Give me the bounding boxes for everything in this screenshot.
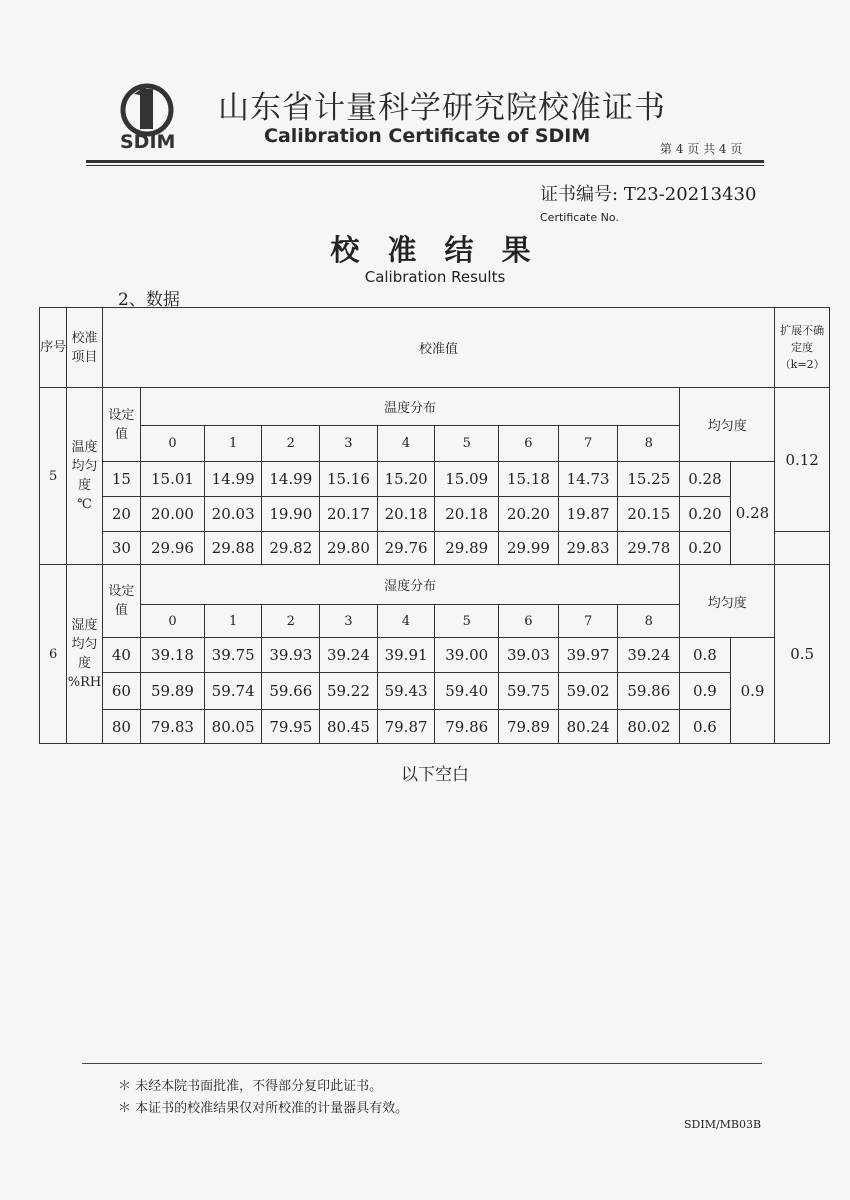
uniformity-cell: 0.20 <box>680 497 731 532</box>
value-cell: 59.66 <box>262 673 320 710</box>
value-cell: 20.18 <box>377 497 435 532</box>
header-uncertainty-label: 扩展不确定度 <box>780 324 825 354</box>
value-cell: 20.03 <box>204 497 262 532</box>
set-value-cell: 60 <box>102 673 140 710</box>
item-name: 温度均匀度 <box>71 440 98 493</box>
point-cell: 3 <box>320 605 378 638</box>
value-cell: 59.75 <box>499 673 559 710</box>
table-row <box>40 710 830 744</box>
value-cell: 79.89 <box>499 710 559 744</box>
uniformity-cell: 0.9 <box>680 673 731 710</box>
value-cell: 59.02 <box>558 673 618 710</box>
value-cell: 29.76 <box>377 532 435 565</box>
point-cell: 3 <box>320 426 378 462</box>
certificate-title-cn: 山东省计量科学研究院校准证书 <box>218 90 666 126</box>
set-value-header: 设定值 <box>102 388 140 462</box>
point-cell: 7 <box>558 426 618 462</box>
table-row <box>40 462 830 497</box>
distribution-header: 温度分布 <box>141 388 680 426</box>
uniformity-cell: 0.8 <box>680 638 731 673</box>
value-cell: 20.20 <box>499 497 559 532</box>
uniformity-header: 均匀度 <box>680 388 775 462</box>
value-cell: 39.91 <box>377 638 435 673</box>
certificate-title-en: Calibration Certificate of SDIM <box>264 125 591 147</box>
header-seq: 序号 <box>40 308 67 388</box>
value-cell: 19.87 <box>558 497 618 532</box>
value-cell: 29.83 <box>558 532 618 565</box>
value-cell: 80.24 <box>558 710 618 744</box>
set-value-cell: 80 <box>102 710 140 744</box>
uncertainty-cell: 0.12 <box>775 388 830 532</box>
value-cell: 79.95 <box>262 710 320 744</box>
table-header-row <box>40 308 830 388</box>
footer-note-1: ＊ 未经本院书面批准，不得部分复印此证书。 <box>118 1079 383 1094</box>
set-value-cell: 40 <box>102 638 140 673</box>
value-cell: 29.82 <box>262 532 320 565</box>
point-cell: 4 <box>377 605 435 638</box>
point-cell: 1 <box>204 426 262 462</box>
value-cell: 59.86 <box>618 673 680 710</box>
uniformity-cell: 0.6 <box>680 710 731 744</box>
value-cell: 59.22 <box>320 673 378 710</box>
value-cell: 20.00 <box>141 497 205 532</box>
value-cell: 39.00 <box>435 638 499 673</box>
point-cell: 8 <box>618 605 680 638</box>
value-cell: 15.09 <box>435 462 499 497</box>
value-cell: 29.96 <box>141 532 205 565</box>
point-cell: 2 <box>262 605 320 638</box>
point-cell: 2 <box>262 426 320 462</box>
header-uncertainty-k: （k=2） <box>779 358 825 371</box>
page-info: 第 4 页 共 4 页 <box>660 142 743 156</box>
value-cell: 59.43 <box>377 673 435 710</box>
uncertainty-cell: 0.5 <box>775 565 830 744</box>
value-cell: 39.03 <box>499 638 559 673</box>
header-rule-thick <box>86 160 764 163</box>
point-cell: 7 <box>558 605 618 638</box>
value-cell: 29.80 <box>320 532 378 565</box>
uniformity-cell: 0.28 <box>680 462 731 497</box>
set-value-cell: 15 <box>102 462 140 497</box>
point-cell: 6 <box>499 605 559 638</box>
value-cell: 39.18 <box>141 638 205 673</box>
uniformity-header: 均匀度 <box>680 565 775 638</box>
header-item: 校准项目 <box>67 308 102 388</box>
value-cell: 79.87 <box>377 710 435 744</box>
item-cell <box>67 565 102 744</box>
certificate-number <box>540 180 756 206</box>
value-cell: 39.24 <box>618 638 680 673</box>
value-cell: 14.99 <box>262 462 320 497</box>
value-cell: 15.18 <box>499 462 559 497</box>
overall-uniformity-cell: 0.9 <box>730 638 775 744</box>
value-cell: 15.20 <box>377 462 435 497</box>
value-cell: 39.75 <box>204 638 262 673</box>
certificate-number-value: T23-20213430 <box>623 184 757 205</box>
set-value-header: 设定值 <box>102 565 140 638</box>
point-cell: 5 <box>435 605 499 638</box>
sdim-logo <box>112 80 192 152</box>
point-cell: 5 <box>435 426 499 462</box>
value-cell: 39.24 <box>320 638 378 673</box>
calibration-table <box>39 307 830 744</box>
set-value-cell: 30 <box>102 532 140 565</box>
value-cell: 14.73 <box>558 462 618 497</box>
value-cell: 39.93 <box>262 638 320 673</box>
point-cell: 8 <box>618 426 680 462</box>
empty-cell <box>775 532 830 565</box>
uniformity-cell: 0.20 <box>680 532 731 565</box>
results-title-en: Calibration Results <box>364 268 506 286</box>
value-cell: 14.99 <box>204 462 262 497</box>
value-cell: 29.78 <box>618 532 680 565</box>
point-cell: 0 <box>141 605 205 638</box>
point-cell: 1 <box>204 605 262 638</box>
results-title-cn: 校 准 结 果 <box>330 233 540 267</box>
header-rule-thin <box>86 165 764 166</box>
item-name: 湿度均匀度 <box>71 618 98 671</box>
point-cell: 4 <box>377 426 435 462</box>
value-cell: 29.89 <box>435 532 499 565</box>
footer-rule <box>82 1063 762 1064</box>
value-cell: 79.86 <box>435 710 499 744</box>
value-cell: 59.74 <box>204 673 262 710</box>
value-cell: 29.88 <box>204 532 262 565</box>
table-row <box>40 638 830 673</box>
table-row <box>40 388 830 426</box>
value-cell: 15.25 <box>618 462 680 497</box>
blank-below-note: 以下空白 <box>401 765 469 785</box>
value-cell: 20.15 <box>618 497 680 532</box>
value-cell: 59.40 <box>435 673 499 710</box>
value-cell: 80.45 <box>320 710 378 744</box>
value-cell: 59.89 <box>141 673 205 710</box>
table-row <box>40 673 830 710</box>
point-cell: 6 <box>499 426 559 462</box>
seq-cell: 6 <box>40 565 67 744</box>
overall-uniformity-cell: 0.28 <box>730 462 775 565</box>
item-unit: %RH <box>67 675 102 690</box>
value-cell: 15.01 <box>141 462 205 497</box>
logo-text: SDIM <box>120 131 176 152</box>
table-row <box>40 565 830 605</box>
value-cell: 39.97 <box>558 638 618 673</box>
point-cell: 0 <box>141 426 205 462</box>
section-heading: 2、数据 <box>118 290 180 310</box>
distribution-header: 湿度分布 <box>141 565 680 605</box>
value-cell: 80.05 <box>204 710 262 744</box>
value-cell: 29.99 <box>499 532 559 565</box>
value-cell: 15.16 <box>320 462 378 497</box>
set-value-cell: 20 <box>102 497 140 532</box>
certificate-number-label: 证书编号: <box>540 184 619 205</box>
header-uncertainty <box>775 308 830 388</box>
item-cell <box>67 388 102 565</box>
certificate-number-label-en: Certificate No. <box>540 211 619 224</box>
value-cell: 80.02 <box>618 710 680 744</box>
table-row <box>40 497 830 532</box>
value-cell: 20.17 <box>320 497 378 532</box>
item-unit: ℃ <box>77 497 92 512</box>
seq-cell: 5 <box>40 388 67 565</box>
form-code: SDIM/MB03B <box>684 1118 762 1131</box>
value-cell: 20.18 <box>435 497 499 532</box>
value-cell: 79.83 <box>141 710 205 744</box>
header-calibration-value: 校准值 <box>102 308 775 388</box>
footer-note-2: ＊ 本证书的校准结果仅对所校准的计量器具有效。 <box>118 1101 409 1116</box>
value-cell: 19.90 <box>262 497 320 532</box>
table-row <box>40 532 830 565</box>
